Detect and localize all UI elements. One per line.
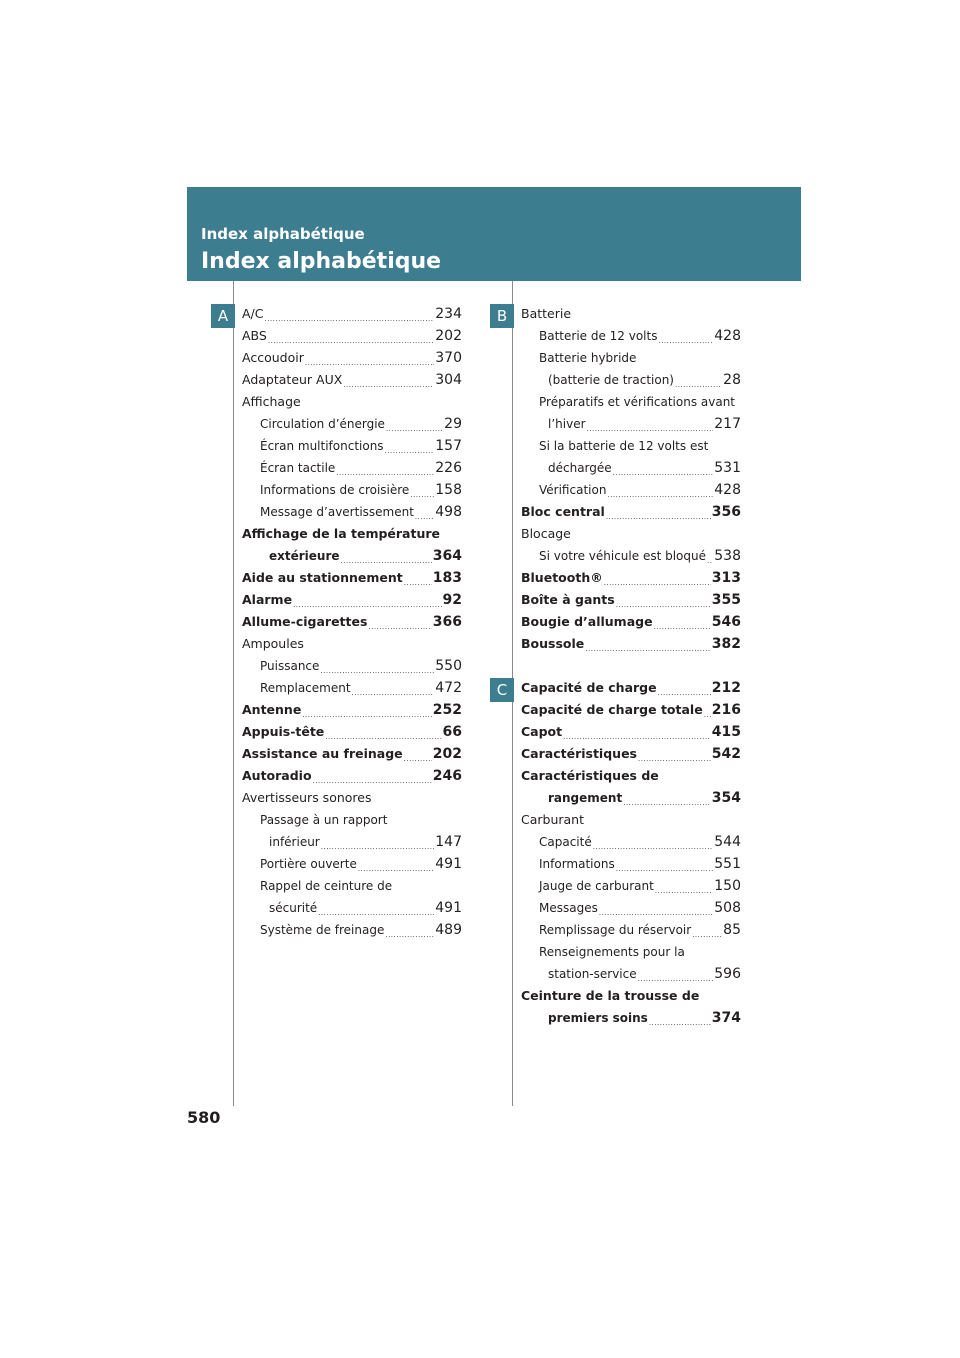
index-entry xyxy=(260,655,462,677)
index-entry-term: Alarme xyxy=(242,592,293,607)
dot-leader xyxy=(607,489,713,501)
index-entry-term: Capacité xyxy=(539,835,592,849)
index-entry xyxy=(521,765,741,787)
index-entry xyxy=(260,853,462,875)
index-entry-term: Messages xyxy=(539,901,598,915)
index-entry-term: Remplissage du réservoir xyxy=(539,923,692,937)
index-entry xyxy=(242,633,462,655)
index-entry-page[interactable]: 304 xyxy=(435,372,462,388)
page-header xyxy=(187,187,801,281)
index-entry-page[interactable]: 158 xyxy=(435,482,462,498)
index-entry-page[interactable]: 531 xyxy=(714,460,741,476)
index-entry-page[interactable]: 508 xyxy=(714,900,741,916)
index-entry-term: Rappel de ceinture de xyxy=(260,879,393,893)
dot-leader xyxy=(321,841,435,853)
index-entry-term: Informations de croisière xyxy=(260,483,410,497)
index-entry-page[interactable]: 356 xyxy=(711,504,741,520)
index-entry xyxy=(521,633,741,655)
index-entry xyxy=(548,413,741,435)
index-entry-page[interactable]: 202 xyxy=(432,746,462,762)
index-entry-term: Affichage xyxy=(242,394,301,409)
index-column-b xyxy=(521,303,741,655)
index-entry xyxy=(539,897,741,919)
dot-leader xyxy=(343,379,434,391)
index-entry-page[interactable]: 29 xyxy=(444,416,462,432)
section-label: Index alphabétique xyxy=(201,225,365,243)
index-entry-term: Caractéristiques de xyxy=(521,768,659,783)
index-entry-term: Assistance au freinage xyxy=(242,746,403,761)
dot-leader xyxy=(649,1017,711,1029)
index-entry-page[interactable]: 313 xyxy=(711,570,741,586)
index-entry xyxy=(242,369,462,391)
index-entry xyxy=(260,413,462,435)
index-entry-page[interactable]: 472 xyxy=(435,680,462,696)
index-entry-term: (batterie de traction) xyxy=(548,373,674,387)
index-column-a xyxy=(242,303,462,941)
index-entry-term: Puissance xyxy=(260,659,320,673)
index-entry-term: Capacité de charge xyxy=(521,680,657,695)
index-entry-page[interactable]: 355 xyxy=(711,592,741,608)
index-entry-page[interactable]: 234 xyxy=(435,306,462,322)
dot-leader xyxy=(404,577,432,589)
index-entry-page[interactable]: 66 xyxy=(442,724,462,740)
index-entry-term: Si la batterie de 12 volts est xyxy=(539,439,709,453)
index-entry xyxy=(539,479,741,501)
index-entry-page[interactable]: 216 xyxy=(711,702,741,718)
index-entry-term: premiers soins xyxy=(548,1011,648,1025)
index-entry xyxy=(242,721,462,743)
index-entry xyxy=(548,457,741,479)
index-entry-page[interactable]: 498 xyxy=(435,504,462,520)
dot-leader xyxy=(613,467,714,479)
index-entry-term: ABS xyxy=(242,328,267,343)
index-entry xyxy=(242,523,462,545)
index-entry-term: Système de freinage xyxy=(260,923,385,937)
letter-tab-a: A xyxy=(211,304,235,328)
index-entry-term: déchargée xyxy=(548,461,612,475)
index-entry-term: Bluetooth® xyxy=(521,570,603,585)
dot-leader xyxy=(320,665,434,677)
index-entry-term: Boussole xyxy=(521,636,585,651)
index-entry-term: Jauge de carburant xyxy=(539,879,654,893)
index-entry-term: Remplacement xyxy=(260,681,351,695)
index-entry-page[interactable]: 354 xyxy=(711,790,741,806)
index-entry-term: Ampoules xyxy=(242,636,304,651)
page-title: Index alphabétique xyxy=(201,249,442,274)
dot-leader xyxy=(616,863,714,875)
index-entry-term: rangement xyxy=(548,791,623,805)
index-entry xyxy=(521,501,741,523)
index-entry xyxy=(539,919,741,941)
dot-leader xyxy=(318,907,434,919)
dot-leader xyxy=(325,731,441,743)
index-entry-page[interactable]: 28 xyxy=(723,372,741,388)
index-entry xyxy=(539,325,741,347)
index-entry-page[interactable]: 382 xyxy=(711,636,741,652)
index-entry-page[interactable]: 364 xyxy=(432,548,462,564)
dot-leader xyxy=(616,599,711,611)
index-entry-page[interactable]: 202 xyxy=(435,328,462,344)
index-entry xyxy=(260,875,462,897)
index-entry xyxy=(548,963,741,985)
index-entry xyxy=(242,699,462,721)
index-entry-term: Ceinture de la trousse de xyxy=(521,988,700,1003)
index-entry-page[interactable]: 596 xyxy=(714,966,741,982)
letter-tab-c: C xyxy=(490,678,514,702)
dot-leader xyxy=(358,863,434,875)
dot-leader xyxy=(587,423,714,435)
index-entry-term: sécurité xyxy=(269,901,318,915)
index-entry-term: Écran tactile xyxy=(260,461,336,475)
dot-leader xyxy=(593,841,714,853)
dot-leader xyxy=(410,489,434,501)
index-entry xyxy=(539,435,741,457)
dot-leader xyxy=(654,621,711,633)
index-entry-page[interactable]: 489 xyxy=(435,922,462,938)
index-entry xyxy=(539,391,741,413)
index-entry-page[interactable]: 542 xyxy=(711,746,741,762)
dot-leader xyxy=(658,335,713,347)
index-entry xyxy=(539,853,741,875)
index-entry xyxy=(260,919,462,941)
index-entry xyxy=(521,809,741,831)
index-entry-term: Antenne xyxy=(242,702,302,717)
index-entry-term: Renseignements pour la xyxy=(539,945,685,959)
index-entry-term: Boîte à gants xyxy=(521,592,615,607)
index-entry-term: A/C xyxy=(242,306,264,321)
index-entry xyxy=(521,699,741,721)
index-entry-term: Vérification xyxy=(539,483,607,497)
index-entry-page[interactable]: 226 xyxy=(435,460,462,476)
index-entry-page[interactable]: 491 xyxy=(435,900,462,916)
index-entry-term: Batterie hybride xyxy=(539,351,637,365)
index-entry-page[interactable]: 491 xyxy=(435,856,462,872)
index-entry xyxy=(260,479,462,501)
index-entry-term: Écran multifonctions xyxy=(260,439,384,453)
index-entry-term: Batterie xyxy=(521,306,572,321)
index-entry-page[interactable]: 551 xyxy=(714,856,741,872)
index-entry-term: Allume-cigarettes xyxy=(242,614,368,629)
index-entry-term: Aide au stationnement xyxy=(242,570,403,585)
dot-leader xyxy=(623,797,711,809)
letter-tab-b: B xyxy=(490,304,514,328)
index-entry-term: Capacité de charge totale xyxy=(521,702,703,717)
index-entry-term: Caractéristiques xyxy=(521,746,637,761)
dot-leader xyxy=(336,467,434,479)
index-entry xyxy=(521,743,741,765)
index-entry-page[interactable]: 183 xyxy=(432,570,462,586)
dot-leader xyxy=(305,357,434,369)
index-entry xyxy=(539,347,741,369)
index-entry xyxy=(539,875,741,897)
dot-leader xyxy=(404,753,432,765)
dot-leader xyxy=(675,379,722,391)
index-entry-page[interactable]: 415 xyxy=(711,724,741,740)
index-entry-term: station-service xyxy=(548,967,637,981)
index-entry-term: Accoudoir xyxy=(242,350,304,365)
index-entry xyxy=(521,677,741,699)
index-column-c xyxy=(521,677,741,1029)
index-entry-term: extérieure xyxy=(269,549,340,563)
index-entry-page[interactable]: 217 xyxy=(714,416,741,432)
dot-leader xyxy=(563,731,711,743)
index-entry-page[interactable]: 550 xyxy=(435,658,462,674)
index-entry xyxy=(242,743,462,765)
index-entry xyxy=(521,303,741,325)
index-entry-term: Portière ouverte xyxy=(260,857,357,871)
index-entry-term: Avertisseurs sonores xyxy=(242,790,372,805)
dot-leader xyxy=(638,753,711,765)
index-entry-term: Si votre véhicule est bloqué xyxy=(539,549,706,563)
index-entry xyxy=(521,721,741,743)
index-entry xyxy=(242,611,462,633)
index-entry xyxy=(242,325,462,347)
index-entry xyxy=(269,545,462,567)
index-entry-term: Autoradio xyxy=(242,768,312,783)
dot-leader xyxy=(385,929,434,941)
index-entry xyxy=(269,831,462,853)
dot-leader xyxy=(604,577,711,589)
index-entry xyxy=(269,897,462,919)
index-entry xyxy=(242,303,462,325)
dot-leader xyxy=(302,709,431,721)
dot-leader xyxy=(692,929,722,941)
dot-leader xyxy=(704,709,711,721)
index-entry-page[interactable]: 546 xyxy=(711,614,741,630)
index-entry xyxy=(242,589,462,611)
index-entry xyxy=(260,501,462,523)
index-entry xyxy=(242,765,462,787)
index-entry-term: Préparatifs et vérifications avant xyxy=(539,395,736,409)
dot-leader xyxy=(585,643,711,655)
dot-leader xyxy=(638,973,714,985)
index-entry-term: l’hiver xyxy=(548,417,586,431)
dot-leader xyxy=(415,511,434,523)
index-entry xyxy=(260,809,462,831)
index-entry-page[interactable]: 374 xyxy=(711,1010,741,1026)
index-entry xyxy=(242,567,462,589)
index-entry-term: Carburant xyxy=(521,812,585,827)
dot-leader xyxy=(268,335,434,347)
index-entry-page[interactable]: 246 xyxy=(432,768,462,784)
index-entry xyxy=(242,787,462,809)
index-entry-term: Bougie d’allumage xyxy=(521,614,653,629)
dot-leader xyxy=(385,445,435,457)
dot-leader xyxy=(265,313,435,325)
index-entry xyxy=(539,831,741,853)
index-entry xyxy=(260,677,462,699)
dot-leader xyxy=(655,885,713,897)
index-entry-term: Blocage xyxy=(521,526,571,541)
dot-leader xyxy=(341,555,432,567)
index-entry-page[interactable]: 366 xyxy=(432,614,462,630)
index-entry xyxy=(539,545,741,567)
index-entry-page[interactable]: 147 xyxy=(435,834,462,850)
index-entry xyxy=(521,611,741,633)
dot-leader xyxy=(293,599,441,611)
index-entry xyxy=(521,985,741,1007)
index-entry-page[interactable]: 252 xyxy=(432,702,462,718)
index-entry-term: Message d’avertissement xyxy=(260,505,414,519)
index-entry-page[interactable]: 428 xyxy=(714,328,741,344)
index-entry xyxy=(521,523,741,545)
index-entry-term: Capot xyxy=(521,724,563,739)
dot-leader xyxy=(599,907,713,919)
index-entry-page[interactable]: 150 xyxy=(714,878,741,894)
index-entry-term: inférieur xyxy=(269,835,320,849)
index-entry xyxy=(548,787,741,809)
index-entry-term: Informations xyxy=(539,857,615,871)
index-entry xyxy=(260,435,462,457)
index-entry-term: Adaptateur AUX xyxy=(242,372,343,387)
index-entry-page[interactable]: 157 xyxy=(435,438,462,454)
index-entry xyxy=(539,941,741,963)
dot-leader xyxy=(368,621,431,633)
index-entry-page[interactable]: 85 xyxy=(723,922,741,938)
index-entry-page[interactable]: 538 xyxy=(714,548,741,564)
index-entry-page[interactable]: 428 xyxy=(714,482,741,498)
index-entry-term: Affichage de la température xyxy=(242,526,441,541)
index-entry-term: Circulation d’énergie xyxy=(260,417,385,431)
index-entry xyxy=(242,347,462,369)
index-entry-page[interactable]: 370 xyxy=(435,350,462,366)
index-entry-page[interactable]: 212 xyxy=(711,680,741,696)
index-entry xyxy=(242,391,462,413)
index-entry xyxy=(548,369,741,391)
index-entry xyxy=(548,1007,741,1029)
dot-leader xyxy=(658,687,711,699)
index-entry-term: Bloc central xyxy=(521,504,605,519)
dot-leader xyxy=(386,423,443,435)
index-entry-term: Passage à un rapport xyxy=(260,813,388,827)
page-number: 580 xyxy=(187,1108,221,1127)
dot-leader xyxy=(352,687,435,699)
index-entry-term: Batterie de 12 volts xyxy=(539,329,658,343)
index-entry-page[interactable]: 92 xyxy=(442,592,462,608)
index-entry-term: Appuis-tête xyxy=(242,724,325,739)
index-entry xyxy=(521,589,741,611)
index-entry xyxy=(521,567,741,589)
dot-leader xyxy=(707,555,713,567)
left-column-rule xyxy=(233,281,234,1106)
dot-leader xyxy=(313,775,432,787)
index-entry xyxy=(260,457,462,479)
dot-leader xyxy=(606,511,711,523)
index-entry-page[interactable]: 544 xyxy=(714,834,741,850)
